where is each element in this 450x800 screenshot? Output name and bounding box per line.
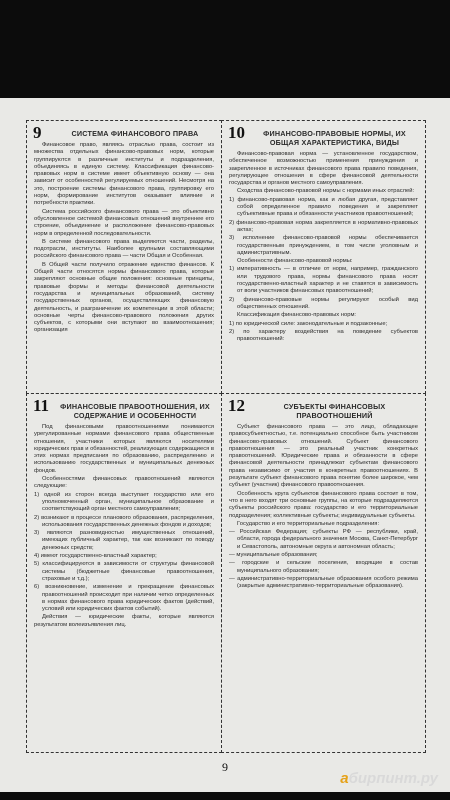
list-item: 1) финансово-правовая норма, как и любая другая, представляет собой определенное правило поведения и закрепляет субъективные права и обязанности участников правоотношений; xyxy=(229,196,418,218)
card-title: ФИНАНСОВО-ПРАВОВЫЕ НОРМЫ, ИХ ОБЩАЯ ХАРАКТЕРИСТИКА, ВИДЫ xyxy=(263,129,406,147)
list-item: 5) классифицируются в зависимости от структуры финансовой системы (бюджетные финансовые правоотношения, страховые и т.д.); xyxy=(34,561,214,582)
card-number: 9 xyxy=(33,123,42,142)
paragraph: Субъект финансового права — это лицо, обладающее правосубъектностью, т.е. потенциально способное быть участником финансово-правовых отношений. Субъект финансового правоотношения — это реальный участник конкретных правоотношений. Юридические права и обязанности в сфере финансовой деятельности принадлежат субъектам финансового права независимо от участия в конкретных правоотношениях. В результате субъект финансового права понятие более широкое, чем субъект (участник) финансового правоотношения. xyxy=(229,424,418,489)
paragraph: Сходства финансово-правовой нормы с нормами иных отраслей: xyxy=(237,188,415,195)
list-item: — Российская Федерация; субъекты РФ — республики, край, области, города федерального значения Москва, Санкт-Петербург и Севастополь, автономные округа и автономная область; xyxy=(229,529,418,550)
list-item: 2) возникают в процессе планового образования, распределения, использования государственных денежных фондов и доходов; xyxy=(34,514,214,528)
list-item: 3) являются разновидностью имущественных отношений, имеющих публичный характер, так как возникают по поводу денежных средств; xyxy=(34,530,214,551)
paragraph: В Общей части получило отражение единство финансов. К Общей части относятся нормы финансового права, которые закрепляют основные общие положения: основные принципы, правовые формы и методы финансовой деятельности государства и муниципальных образований, систему государственных органов, осуществляющих финансовую деятельность, и разграничение их компетенции в этой области; основные черты финансово-правового положения других субъектов, с которыми они вступают во взаимоотношения; организация xyxy=(34,261,214,334)
card-number: 10 xyxy=(228,123,245,142)
paragraph: Система российского финансового права — это объективно обусловленное системой финансовых отношений внутреннее его строение, объединение и расположение финансово-правовых норм в определенной последовательности. xyxy=(34,208,214,237)
watermark-logo xyxy=(340,770,438,787)
list-item: 2) по характеру воздействия на поведение субъектов правоотношений: xyxy=(229,328,418,343)
paragraph: В системе финансового права выделяются части, разделы, подотрасли, институты. Наиболее крупными составляющими российского финансового права — части Общая и Особенная. xyxy=(34,238,214,260)
list-item: 1) императивность — в отличие от норм, например, гражданского или трудового права, нормы финансового права носят государственно-властный характер и не ставятся в зависимость от воли участников финансовых правоотношений; xyxy=(229,266,418,295)
paragraph: Финансово-правовая норма — установленное государством, обеспеченное возможностью применения принуждения и закрепленное в источниках финансового права правило поведения, регулирующее отношения в сфере финансовой деятельности государства и органов местного самоуправления. xyxy=(229,151,418,187)
card-body xyxy=(229,424,418,591)
paragraph: Особенностями финансовых правоотношений являются следующие: xyxy=(34,476,214,490)
list-item: 6) возникновение, изменение и прекращение финансовых правоотношений происходит при наличии четко определенных в нормах финансового права юридических фактов (действий, условий или юридических фактов событий). xyxy=(34,584,214,613)
card-number: 11 xyxy=(33,396,50,415)
list-item: 1) одной из сторон всегда выступает государство или его уполномоченный орган, муниципальное образование и соответствующий орган местного самоуправления; xyxy=(34,491,214,513)
paragraph: Финансовое право, являясь отраслью права, состоит из множества отдельных финансово-правовых норм, которые группируются в различные институты и подразделения, объединяясь в единую систему. Классификация финансово-правовых норм в системе имеет объективную основу — она зависит от особенностей регулируемых отношений. Несмотря на это, построение системы финансового права, группировку его норм, формирование институтов оказывает влияние и потребности практики. xyxy=(34,142,214,207)
paragraph: Особенность круга субъектов финансового права состоит в том, что в него входят три основные группы, на которые подразделяются субъекты российского права: государство и его территориальные подразделения; коллективные субъекты; индивидуальные субъекты. xyxy=(229,490,418,519)
list-item: 1) по юридической силе: законодательные и подзаконные; xyxy=(229,320,388,327)
card-title: СУБЪЕКТЫ ФИНАНСОВЫХ ПРАВООТНОШЕНИЙ xyxy=(283,402,386,420)
paragraph: Действия — юридические факты, которые являются результатом волеизъявления лиц. xyxy=(34,614,214,628)
card-9 xyxy=(26,120,222,394)
watermark-text: бирпинт.ру xyxy=(348,770,438,787)
paragraph: Классификация финансово-правовых норм: xyxy=(237,312,357,319)
list-item: 2) финансово-правовые нормы регулируют особый вид общественных отношений. xyxy=(229,296,418,310)
list-item: 4) имеют государственно-властный характер; xyxy=(34,553,157,560)
list-item: — городские и сельские поселения, входящие в состав муниципального образования; xyxy=(229,560,418,574)
card-body xyxy=(34,424,214,629)
book-page xyxy=(0,98,450,792)
card-11 xyxy=(26,393,222,753)
card-body xyxy=(34,142,214,335)
list-item: — муниципальные образования; xyxy=(229,552,318,559)
card-number: 12 xyxy=(228,396,245,415)
paragraph: Под финансовыми правоотношениями понимаются урегулированные нормами финансового права общественные отношения, участники которых являются носителями юридических прав и обязанностей, реализующих содержащиеся в этих нормах предписания по образованию, распределению и использованию государственных и муниципальных денежных фондов. xyxy=(34,424,214,474)
card-title: СИСТЕМА ФИНАНСОВОГО ПРАВА xyxy=(71,129,199,138)
paragraph: Государство и его территориальные подразделения: xyxy=(237,520,380,527)
card-10 xyxy=(221,120,426,394)
card-title: ФИНАНСОВЫЕ ПРАВООТНОШЕНИЯ, ИХ СОДЕРЖАНИЕ И ОСОБЕННОСТИ xyxy=(60,402,210,420)
list-item: 3) исполнение финансово-правовой нормы обеспечивается государственным принуждением, в том числе уголовным и административным. xyxy=(229,235,418,256)
list-item: 2) финансово-правовая норма закрепляется в нормативно-правовых актах; xyxy=(229,219,418,233)
card-body xyxy=(229,151,418,343)
list-item: — административно-территориальные образования особого режима (закрытые административно-территориальные образования). xyxy=(229,575,418,590)
watermark-mark: а xyxy=(340,770,349,787)
paragraph: Особенности финансово-правовой нормы: xyxy=(237,258,353,265)
page-number: 9 xyxy=(222,760,228,774)
card-12 xyxy=(221,393,426,753)
